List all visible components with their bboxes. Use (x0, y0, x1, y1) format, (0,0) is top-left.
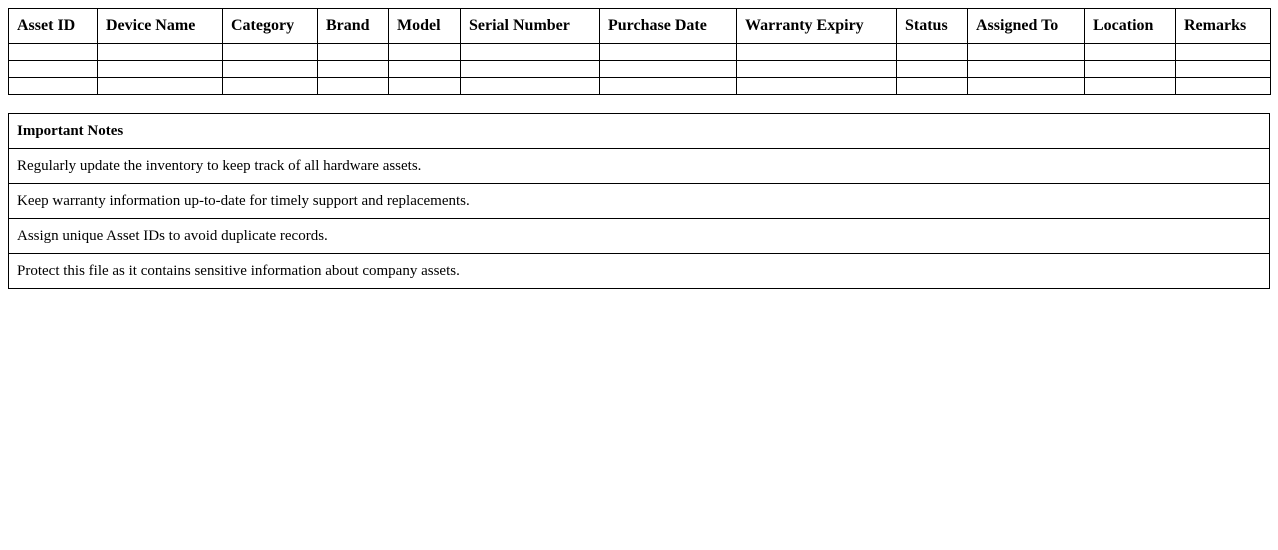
header-status: Status (897, 9, 968, 44)
header-category: Category (223, 9, 318, 44)
hardware-inventory-table (8, 8, 1271, 95)
note-item: Keep warranty information up-to-date for timely support and replacements. (9, 184, 1270, 219)
table-cell[interactable] (223, 78, 318, 95)
table-cell[interactable] (968, 61, 1085, 78)
table-cell[interactable] (1176, 78, 1271, 95)
note-item: Protect this file as it contains sensitive information about company assets. (9, 254, 1270, 289)
table-cell[interactable] (737, 78, 897, 95)
header-location: Location (1085, 9, 1176, 44)
header-device-name: Device Name (98, 9, 223, 44)
table-row (9, 61, 1271, 78)
table-cell[interactable] (318, 78, 389, 95)
table-cell[interactable] (9, 78, 98, 95)
table-row (9, 44, 1271, 61)
note-row (9, 254, 1270, 289)
table-cell[interactable] (1085, 78, 1176, 95)
table-cell[interactable] (223, 44, 318, 61)
table-cell[interactable] (897, 78, 968, 95)
header-warranty-expiry: Warranty Expiry (737, 9, 897, 44)
table-cell[interactable] (389, 61, 461, 78)
note-row (9, 219, 1270, 254)
table-cell[interactable] (600, 78, 737, 95)
header-serial-number: Serial Number (461, 9, 600, 44)
table-cell[interactable] (461, 44, 600, 61)
table-cell[interactable] (318, 44, 389, 61)
note-item: Regularly update the inventory to keep track of all hardware assets. (9, 149, 1270, 184)
table-cell[interactable] (737, 61, 897, 78)
header-remarks: Remarks (1176, 9, 1271, 44)
table-cell[interactable] (897, 61, 968, 78)
table-cell[interactable] (968, 44, 1085, 61)
note-item: Assign unique Asset IDs to avoid duplicate records. (9, 219, 1270, 254)
table-cell[interactable] (600, 61, 737, 78)
table-row (9, 78, 1271, 95)
table-header-row (9, 9, 1271, 44)
table-cell[interactable] (1176, 61, 1271, 78)
table-cell[interactable] (600, 44, 737, 61)
table-cell[interactable] (737, 44, 897, 61)
table-body (9, 44, 1271, 95)
table-cell[interactable] (98, 78, 223, 95)
table-cell[interactable] (1085, 61, 1176, 78)
table-cell[interactable] (461, 61, 600, 78)
header-asset-id: Asset ID (9, 9, 98, 44)
document-body (8, 8, 1270, 289)
notes-title: Important Notes (9, 114, 1270, 149)
header-purchase-date: Purchase Date (600, 9, 737, 44)
table-cell[interactable] (389, 78, 461, 95)
table-cell[interactable] (9, 61, 98, 78)
table-cell[interactable] (223, 61, 318, 78)
table-cell[interactable] (318, 61, 389, 78)
note-row (9, 149, 1270, 184)
table-cell[interactable] (968, 78, 1085, 95)
notes-header-row (9, 114, 1270, 149)
table-cell[interactable] (1085, 44, 1176, 61)
header-model: Model (389, 9, 461, 44)
header-assigned-to: Assigned To (968, 9, 1085, 44)
header-brand: Brand (318, 9, 389, 44)
table-cell[interactable] (897, 44, 968, 61)
table-cell[interactable] (98, 61, 223, 78)
table-cell[interactable] (98, 44, 223, 61)
note-row (9, 184, 1270, 219)
table-cell[interactable] (389, 44, 461, 61)
table-cell[interactable] (461, 78, 600, 95)
table-cell[interactable] (1176, 44, 1271, 61)
important-notes-table (8, 113, 1270, 289)
table-cell[interactable] (9, 44, 98, 61)
